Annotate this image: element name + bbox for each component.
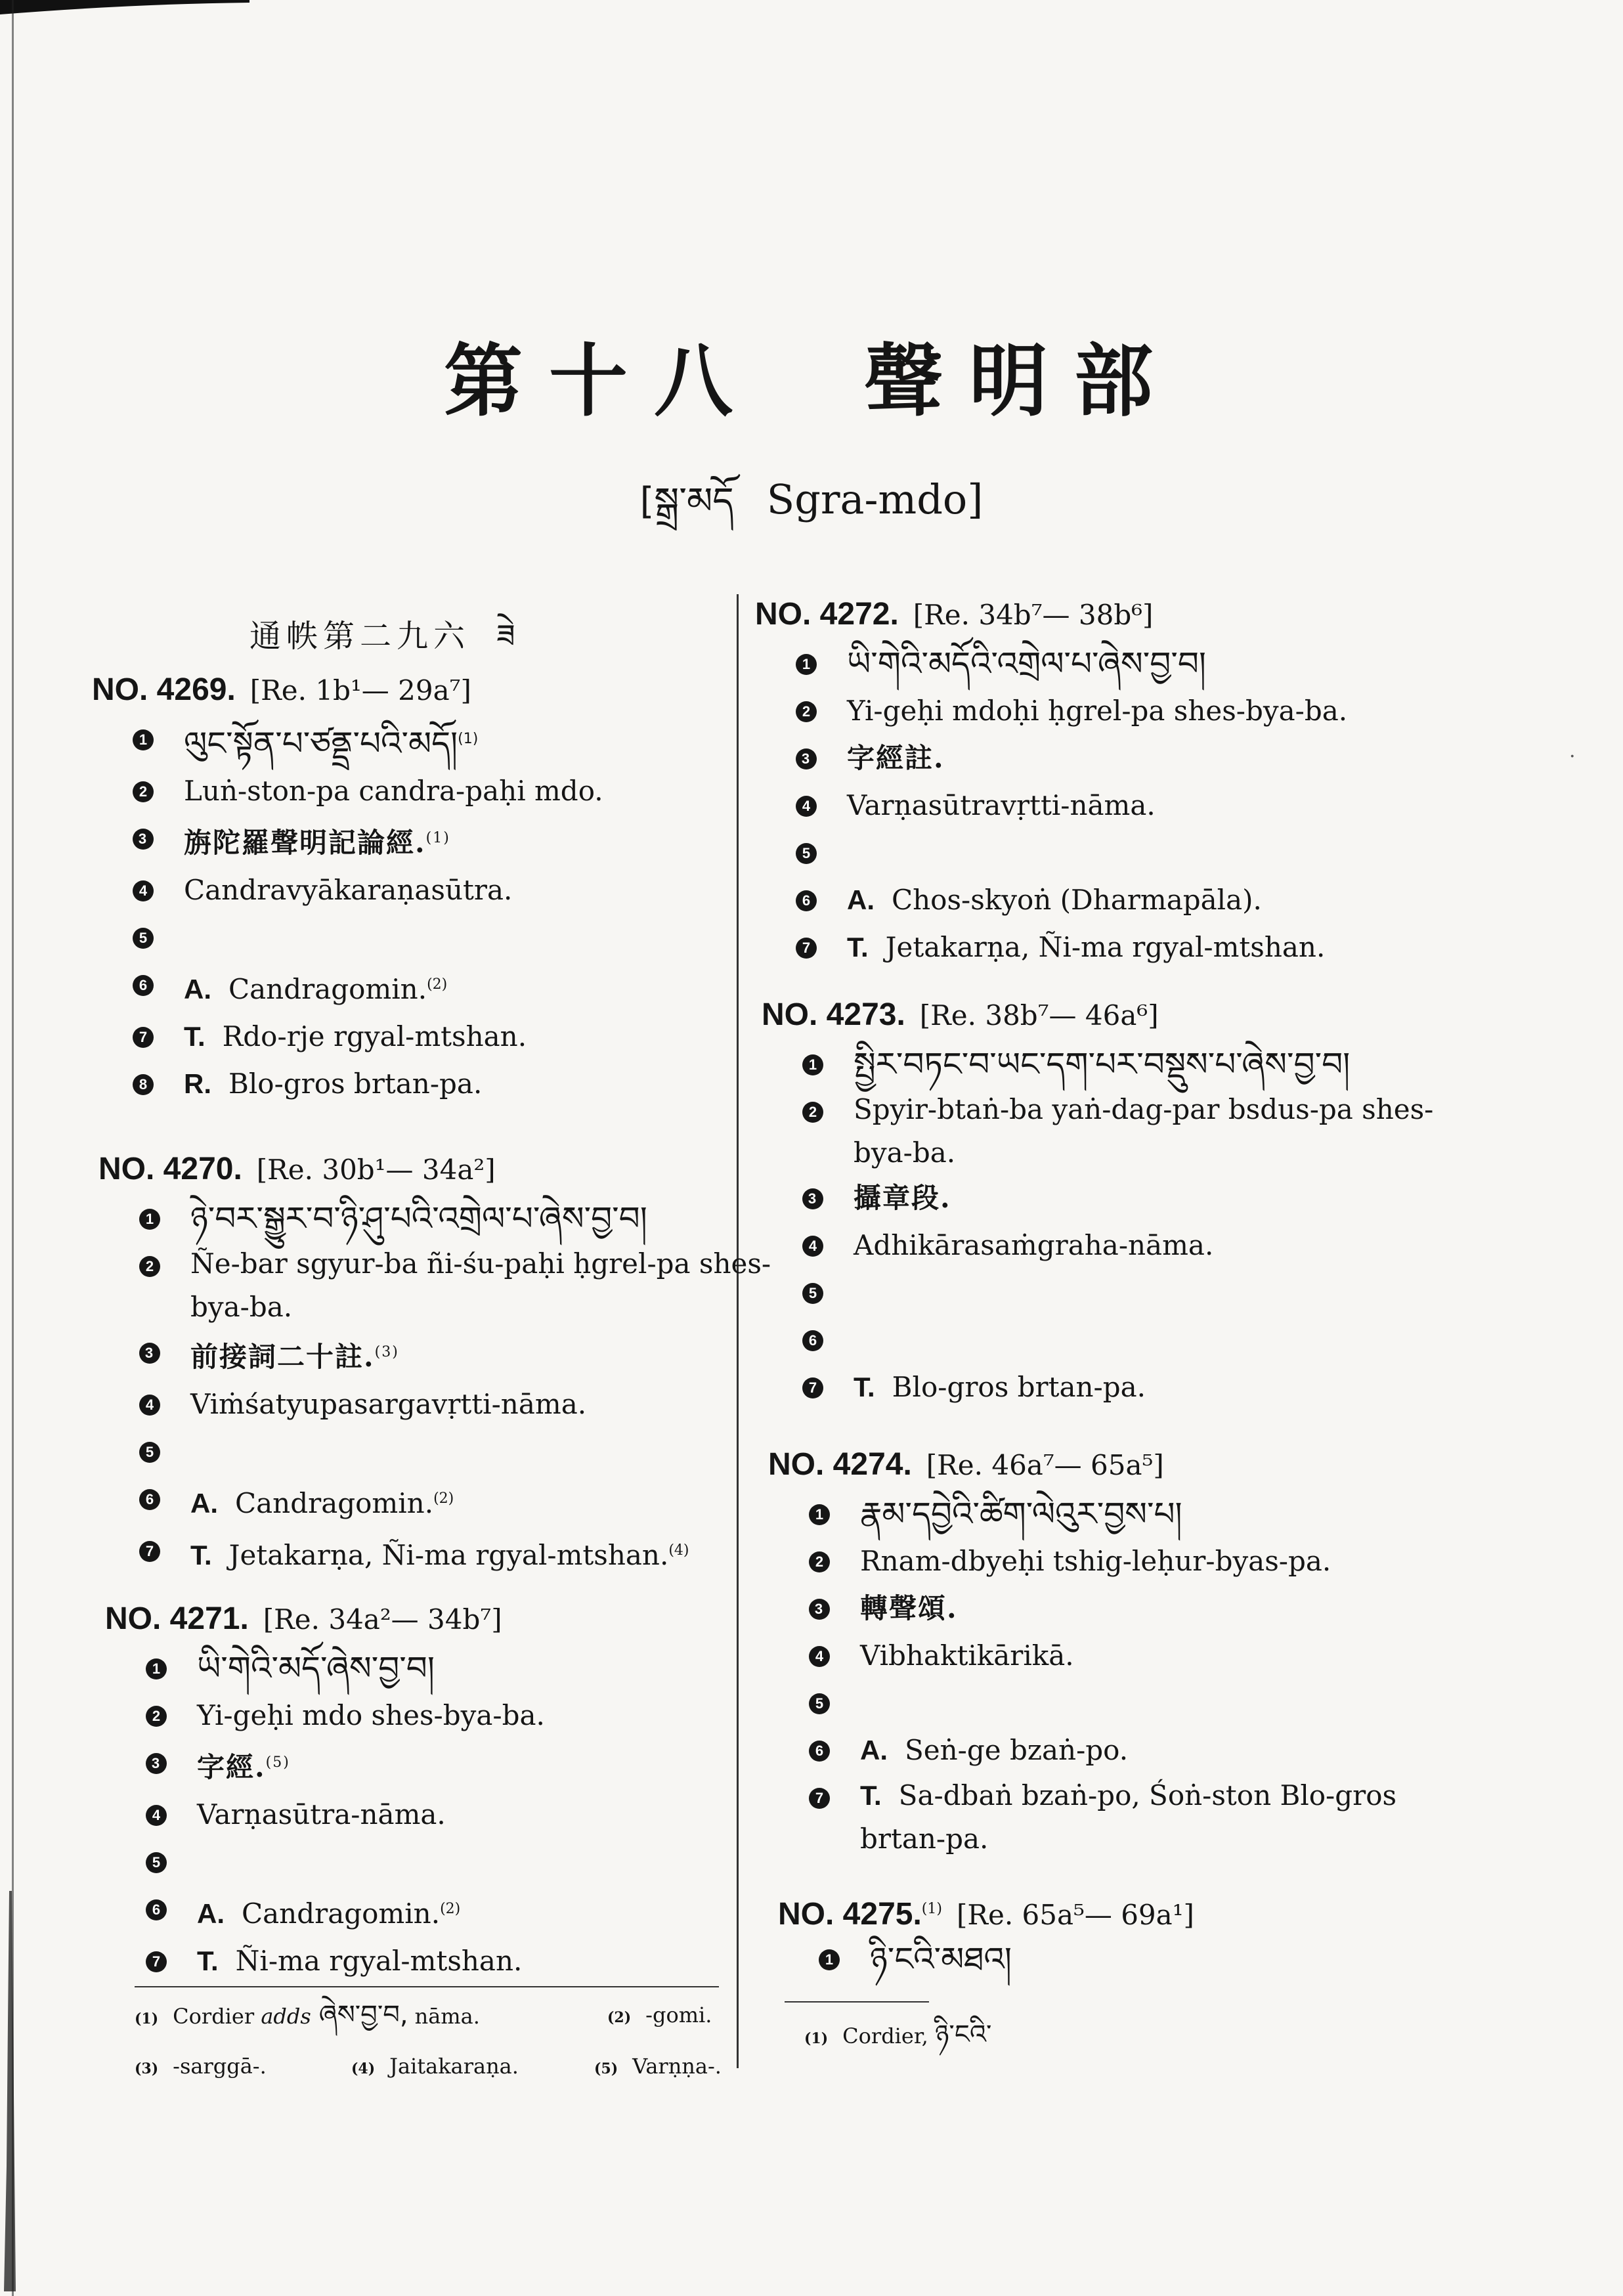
bullet-6: 6 [796,890,817,911]
chinese-title: 字經. [197,1751,266,1783]
field-empty [755,829,1451,877]
entry-reference: [Re. 65a⁵— 69a¹] [956,1899,1194,1931]
field-reviser [92,1060,788,1108]
catalog-entry-4275 [778,1883,1474,1983]
volume-header-tibetan: ཟེ [496,618,521,655]
chinese-title: 前接詞二十註. [190,1341,375,1373]
field-author [755,877,1451,924]
tibetan-title: ཉེ་བར་སྒྱུར་བ་ཉི་ཤུ་པའི་འགྲེལ་པ་ཞེས་བྱ་བ། [190,1200,647,1238]
footnote-row [135,1989,745,2041]
bullet-4: 4 [796,796,817,817]
chinese-title: 攝章段. [854,1182,951,1214]
footnotes-left [135,1989,745,2092]
field-tibetan [778,1936,1474,1983]
transliteration-line-1: Spyir-btaṅ-ba yaṅ-dag-par bsdus-pa shes- [854,1093,1434,1125]
entry-number: NO. 4269. [92,672,236,707]
transliteration-line-1: Ñe-bar sgyur-ba ñi-śu-paḥi ḥgrel-pa shes- [190,1247,771,1280]
footnote-2: (2) -gomi. [607,2003,712,2027]
chinese-title: 旃陀羅聲明記論經. [184,826,426,859]
field-tibetan [105,1645,801,1692]
bullet-1: 1 [139,1209,160,1230]
entry-header [92,663,788,716]
footnote-ref: (2) [440,1901,461,1917]
transliteration: Rnam-dbyeḥi tshig-leḥur-byas-pa. [860,1545,1331,1577]
bullet-5: 5 [802,1283,823,1304]
bullet-5: 5 [139,1442,160,1463]
sanskrit-title: Vibhaktikārikā. [860,1639,1074,1672]
bullet-8: 8 [133,1074,154,1095]
role-translator: T. [847,932,869,963]
footnote-ref: (4) [668,1542,689,1559]
field-transliteration [105,1692,801,1739]
bullet-3: 3 [809,1599,830,1620]
footnote-ref: (3) [374,1344,399,1360]
field-tibetan [755,640,1451,687]
role-translator: T. [854,1372,875,1402]
footnote-ref: (1) [458,731,479,747]
entry-reference: [Re. 1b¹— 29a⁷] [249,674,471,706]
bullet-4: 4 [139,1395,160,1416]
transliteration: Yi-geḥi mdoḥi ḥgrel-pa shes-bya-ba. [847,695,1348,727]
translator-line-2: brtan-pa. [860,1823,989,1855]
entry-header [778,1883,1474,1936]
catalog-entry-4271 [105,1592,801,1985]
transliteration: Yi-geḥi mdo shes-bya-ba. [197,1699,545,1731]
bullet-4: 4 [146,1805,167,1826]
entry-number: NO. 4275. [778,1897,922,1932]
bullet-5: 5 [809,1693,830,1714]
role-translator: T. [197,1945,219,1976]
chinese-title: 字經註. [847,742,945,774]
author: Seṅ-ge bzaṅ-po. [905,1734,1129,1766]
field-transliteration [762,1088,1458,1175]
bullet-3: 3 [796,748,817,769]
field-transliteration [98,1242,794,1329]
bullet-3: 3 [139,1343,160,1364]
bullet-1: 1 [819,1949,840,1970]
bullet-2: 2 [796,701,817,722]
translator: Jetakarṇa, Ñi-ma rgyal-mtshan. [885,931,1326,963]
field-empty [768,1679,1464,1727]
field-translator [768,1774,1464,1861]
role-author: A. [197,1898,225,1929]
field-chinese [762,1175,1458,1222]
field-chinese [105,1739,801,1791]
bullet-6: 6 [139,1489,160,1510]
bullet-6: 6 [802,1330,823,1351]
field-translator [98,1527,794,1579]
field-translator [755,924,1451,971]
bullet-7: 7 [802,1377,823,1398]
tibetan-title: སྤྱིར་བཏང་བ་ཡང་དག་པར་བསྡུས་པ་ཞེས་བྱ་བ། [854,1045,1351,1083]
field-transliteration [92,768,788,815]
footnote-row [135,2041,745,2092]
field-transliteration [755,687,1451,735]
field-translator [92,1013,788,1060]
role-author: A. [847,884,875,915]
field-sanskrit [768,1632,1464,1679]
role-reviser: R. [184,1068,211,1099]
footnote-3: (3) -sarggā-. [135,2054,267,2079]
field-empty [92,914,788,961]
footnote-rule-right [785,2001,929,2003]
catalog-entry-4272 [755,588,1451,971]
scan-dot: · [1569,745,1576,768]
tibetan-title: ལུང་སྟོན་པ་ཙནྡྲ་པའི་མདོ། [184,724,458,763]
field-chinese [768,1585,1464,1632]
field-author [98,1475,794,1527]
entry-reference: [Re. 38b⁷— 46a⁶] [919,999,1159,1031]
scan-smudge [4,1891,16,2291]
sanskrit-title: Varṇasūtravṛtti-nāma. [847,789,1156,821]
transliteration: Luṅ-ston-pa candra-paḥi mdo. [184,774,603,807]
entry-reference: [Re. 34b⁷— 38b⁶] [913,599,1154,631]
entry-header [755,588,1451,640]
field-chinese [755,735,1451,782]
subtitle-tibetan: [སྒྲ་མདོ [639,480,734,523]
entry-header [768,1438,1464,1490]
catalog-entry-4270 [98,1142,794,1579]
section-subtitle [0,460,1623,563]
role-author: A. [860,1735,888,1765]
footnote-1: (1) Cordier adds ཞེས་བྱ་བ, nāma. [135,2000,480,2030]
footnote-ref: (2) [427,976,448,993]
role-translator: T. [860,1780,882,1811]
field-tibetan [768,1490,1464,1538]
field-tibetan [98,1195,794,1242]
bullet-6: 6 [133,975,154,996]
sanskrit-title: Adhikārasaṁgraha-nāma. [854,1229,1214,1261]
entry-number: NO. 4270. [98,1152,242,1186]
bullet-1: 1 [146,1658,167,1679]
author: Candragomin. [242,1897,441,1930]
bullet-7: 7 [133,1027,154,1048]
role-translator: T. [184,1020,206,1052]
scan-edge-shadow [0,0,249,14]
field-sanskrit [105,1791,801,1838]
bullet-1: 1 [809,1504,830,1525]
bullet-7: 7 [809,1788,830,1809]
field-author [92,961,788,1013]
bullet-6: 6 [809,1741,830,1762]
field-empty [762,1316,1458,1364]
author: Candragomin. [235,1487,434,1519]
bullet-2: 2 [809,1551,830,1572]
field-translator [762,1364,1458,1411]
bullet-2: 2 [139,1256,160,1277]
tibetan-title: ཡི་གེའི་མདོ་ཞེས་བྱ་བ། [197,1649,435,1687]
bullet-1: 1 [802,1054,823,1075]
catalog-entry-4274 [768,1438,1464,1861]
field-tibetan [762,1041,1458,1088]
bullet-2: 2 [146,1706,167,1727]
entry-number: NO. 4273. [762,997,905,1032]
field-sanskrit [98,1381,794,1428]
field-empty [98,1428,794,1475]
field-chinese [98,1329,794,1381]
entry-header [98,1142,794,1195]
sanskrit-title: Viṁśatyupasargavṛtti-nāma. [190,1388,587,1420]
catalog-entry-4273 [762,988,1458,1411]
page-title: 第十八 聲明部 [444,335,1179,427]
bullet-1: 1 [133,729,154,750]
bullet-1: 1 [796,654,817,675]
field-sanskrit [755,782,1451,829]
bullet-3: 3 [146,1753,167,1774]
bullet-7: 7 [139,1541,160,1562]
footnote-row [804,2009,1198,2060]
entry-reference: [Re. 46a⁷— 65a⁵] [926,1449,1164,1481]
role-author: A. [190,1488,218,1519]
translator-line-1: Sa-dbaṅ bzaṅ-po, Śoṅ-ston Blo-gros [898,1779,1397,1811]
bullet-7: 7 [146,1951,167,1972]
bullet-6: 6 [146,1899,167,1920]
field-author [105,1886,801,1938]
field-transliteration [768,1538,1464,1585]
chinese-title: 轉聲頌. [860,1592,958,1624]
field-sanskrit [762,1222,1458,1269]
reviser: Blo-gros brtan-pa. [228,1067,483,1100]
sanskrit-title: Varṇasūtra-nāma. [197,1798,446,1830]
footnote-ref: (5) [265,1754,290,1771]
entry-number: NO. 4271. [105,1601,249,1636]
tibetan-title: ཉི་ངའི་མཐའ། [870,1940,1012,1978]
subtitle-latin: Sgra-mdo] [766,475,984,523]
bullet-3: 3 [802,1188,823,1209]
bullet-5: 5 [796,843,817,864]
field-author [768,1727,1464,1774]
field-chinese [92,815,788,867]
author: Candragomin. [228,972,427,1005]
footnote-ref: (2) [433,1490,454,1507]
entry-header [762,988,1458,1041]
footnote-4: (4) Jaitakaraṇa. [351,2054,519,2079]
tibetan-title: རྣམ་དབྱེའི་ཚིག་ལེའུར་བྱས་པ། [860,1495,1182,1533]
bullet-4: 4 [809,1646,830,1667]
translator: Rdo-rje rgyal-mtshan. [222,1020,527,1052]
role-author: A. [184,973,211,1005]
entry-reference: [Re. 30b¹— 34a²] [256,1154,496,1186]
field-empty [105,1838,801,1886]
bullet-3: 3 [133,829,154,850]
entry-number: NO. 4274. [768,1447,912,1482]
field-translator [105,1938,801,1985]
field-tibetan [92,716,788,768]
entry-reference: [Re. 34a²— 34b⁷] [263,1603,502,1635]
footnote-ref: (1) [921,1901,942,1917]
entry-number: NO. 4272. [755,597,899,632]
footnotes-right [804,2009,1198,2060]
bullet-2: 2 [802,1102,823,1123]
footnote-rule-left [135,1986,719,1987]
field-sanskrit [92,867,788,914]
bullet-4: 4 [133,880,154,901]
translator: Ñi-ma rgyal-mtshan. [235,1945,523,1977]
bullet-7: 7 [796,938,817,959]
footnote-1: (1) Cordier, ཉི་ངའི་ [804,2020,992,2050]
translator: Blo-gros brtan-pa. [892,1371,1146,1403]
volume-header-text: 通帙第二九六 [249,618,471,655]
role-translator: T. [190,1540,212,1570]
tibetan-title: ཡི་གེའི་མདོའི་འགྲེལ་པ་ཞེས་བྱ་བ། [847,645,1206,683]
sanskrit-title: Candravyākaraṇasūtra. [184,873,513,906]
catalog-entry-4269 [92,663,788,1108]
footnote-5: (5) Varṇṇa-. [594,2054,722,2079]
entry-header [105,1592,801,1645]
bullet-2: 2 [133,781,154,802]
bullet-5: 5 [146,1852,167,1873]
bullet-4: 4 [802,1236,823,1257]
transliteration-line-2: bya-ba. [854,1137,956,1169]
transliteration-line-2: bya-ba. [190,1291,293,1323]
footnote-ref: (1) [425,829,450,846]
field-empty [762,1269,1458,1316]
author: Chos-skyoṅ (Dharmapāla). [892,884,1262,916]
translator: Jetakarṇa, Ñi-ma rgyal-mtshan. [228,1539,669,1571]
bullet-5: 5 [133,928,154,949]
